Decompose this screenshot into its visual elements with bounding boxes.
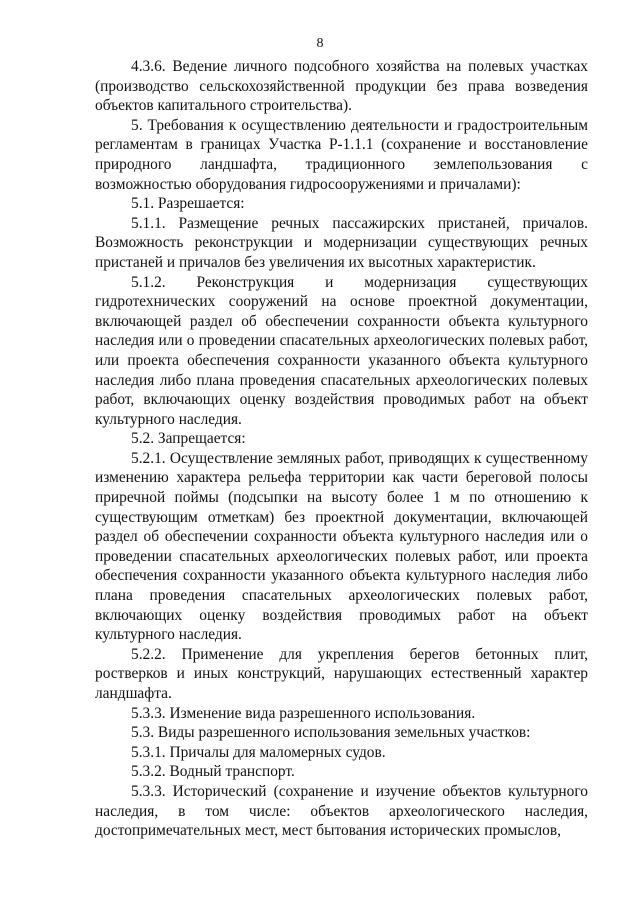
paragraph-5-1-2: 5.1.2. Реконструкция и модернизация существующих гидротехнических сооружений на основе проектной документации, включающей раздел об обеспечении сохранности объекта культурного наследия или о проведении спасательных археологических полевых работ, или проекта обеспечения сохранности указанного объекта культурного наследия либо плана проведения спасательных археологических полевых работ, включающих оценку воздействия проводимых работ на объект культурного наследия. <box>95 273 588 428</box>
paragraph-5-2: 5.2. Запрещается: <box>131 430 246 448</box>
paragraph-5-3-3-change: 5.3.3. Изменение вида разрешенного использования. <box>131 704 476 722</box>
paragraph-5-3-2: 5.3.2. Водный транспорт. <box>131 763 295 781</box>
page-number: 8 <box>316 36 324 51</box>
paragraph-5: 5. Требования к осуществлению деятельности и градостроительным регламентам в границах Участка Р-1.1.1 (сохранение и восстановление природного ландшафта, традиционного землепользования с возможностью оборудования гидросооружениями и причалами): <box>95 116 588 193</box>
document-body <box>95 57 588 841</box>
paragraph-4-3-6: 4.3.6. Ведение личного подсобного хозяйства на полевых участках (производство сельскохозяйственной продукции без права возведения объектов капитального строительства). <box>95 58 588 115</box>
paragraph-5-1-1: 5.1.1. Размещение речных пассажирских пристаней, причалов. Возможность реконструкции и модернизации существующих речных пристаней и причалов без увеличения их высотных характеристик. <box>95 214 588 271</box>
paragraph-5-1: 5.1. Разрешается: <box>131 195 245 213</box>
paragraph-5-3: 5.3. Виды разрешенного использования земельных участков: <box>131 724 531 742</box>
paragraph-5-3-1: 5.3.1. Причалы для маломерных судов. <box>131 743 386 761</box>
paragraph-5-2-2: 5.2.2. Применение для укрепления берегов бетонных плит, ростверков и иных конструкций, нарушающих естественный характер ландшафта. <box>95 645 588 702</box>
paragraph-5-2-1: 5.2.1. Осуществление земляных работ, приводящих к существенному изменению характера рельефа территории как части береговой полосы приречной поймы (подсыпки на высоту более 1 м по отношению к существующим отметкам) без проектной документации, включающей раздел об обеспечении сохранности объекта культурного наследия или о проведении спасательных археологических полевых работ, или проекта обеспечения сохранности указанного объекта культурного наследия либо плана проведения спасательных археологических полевых работ, включающих оценку воздействия проводимых работ на объект культурного наследия. <box>95 449 588 644</box>
paragraph-5-3-3-historical: 5.3.3. Исторический (сохранение и изучение объектов культурного наследия, в том числе: объектов археологического наследия, достопримечательных мест, мест бытования исторических промыслов, <box>95 782 588 840</box>
